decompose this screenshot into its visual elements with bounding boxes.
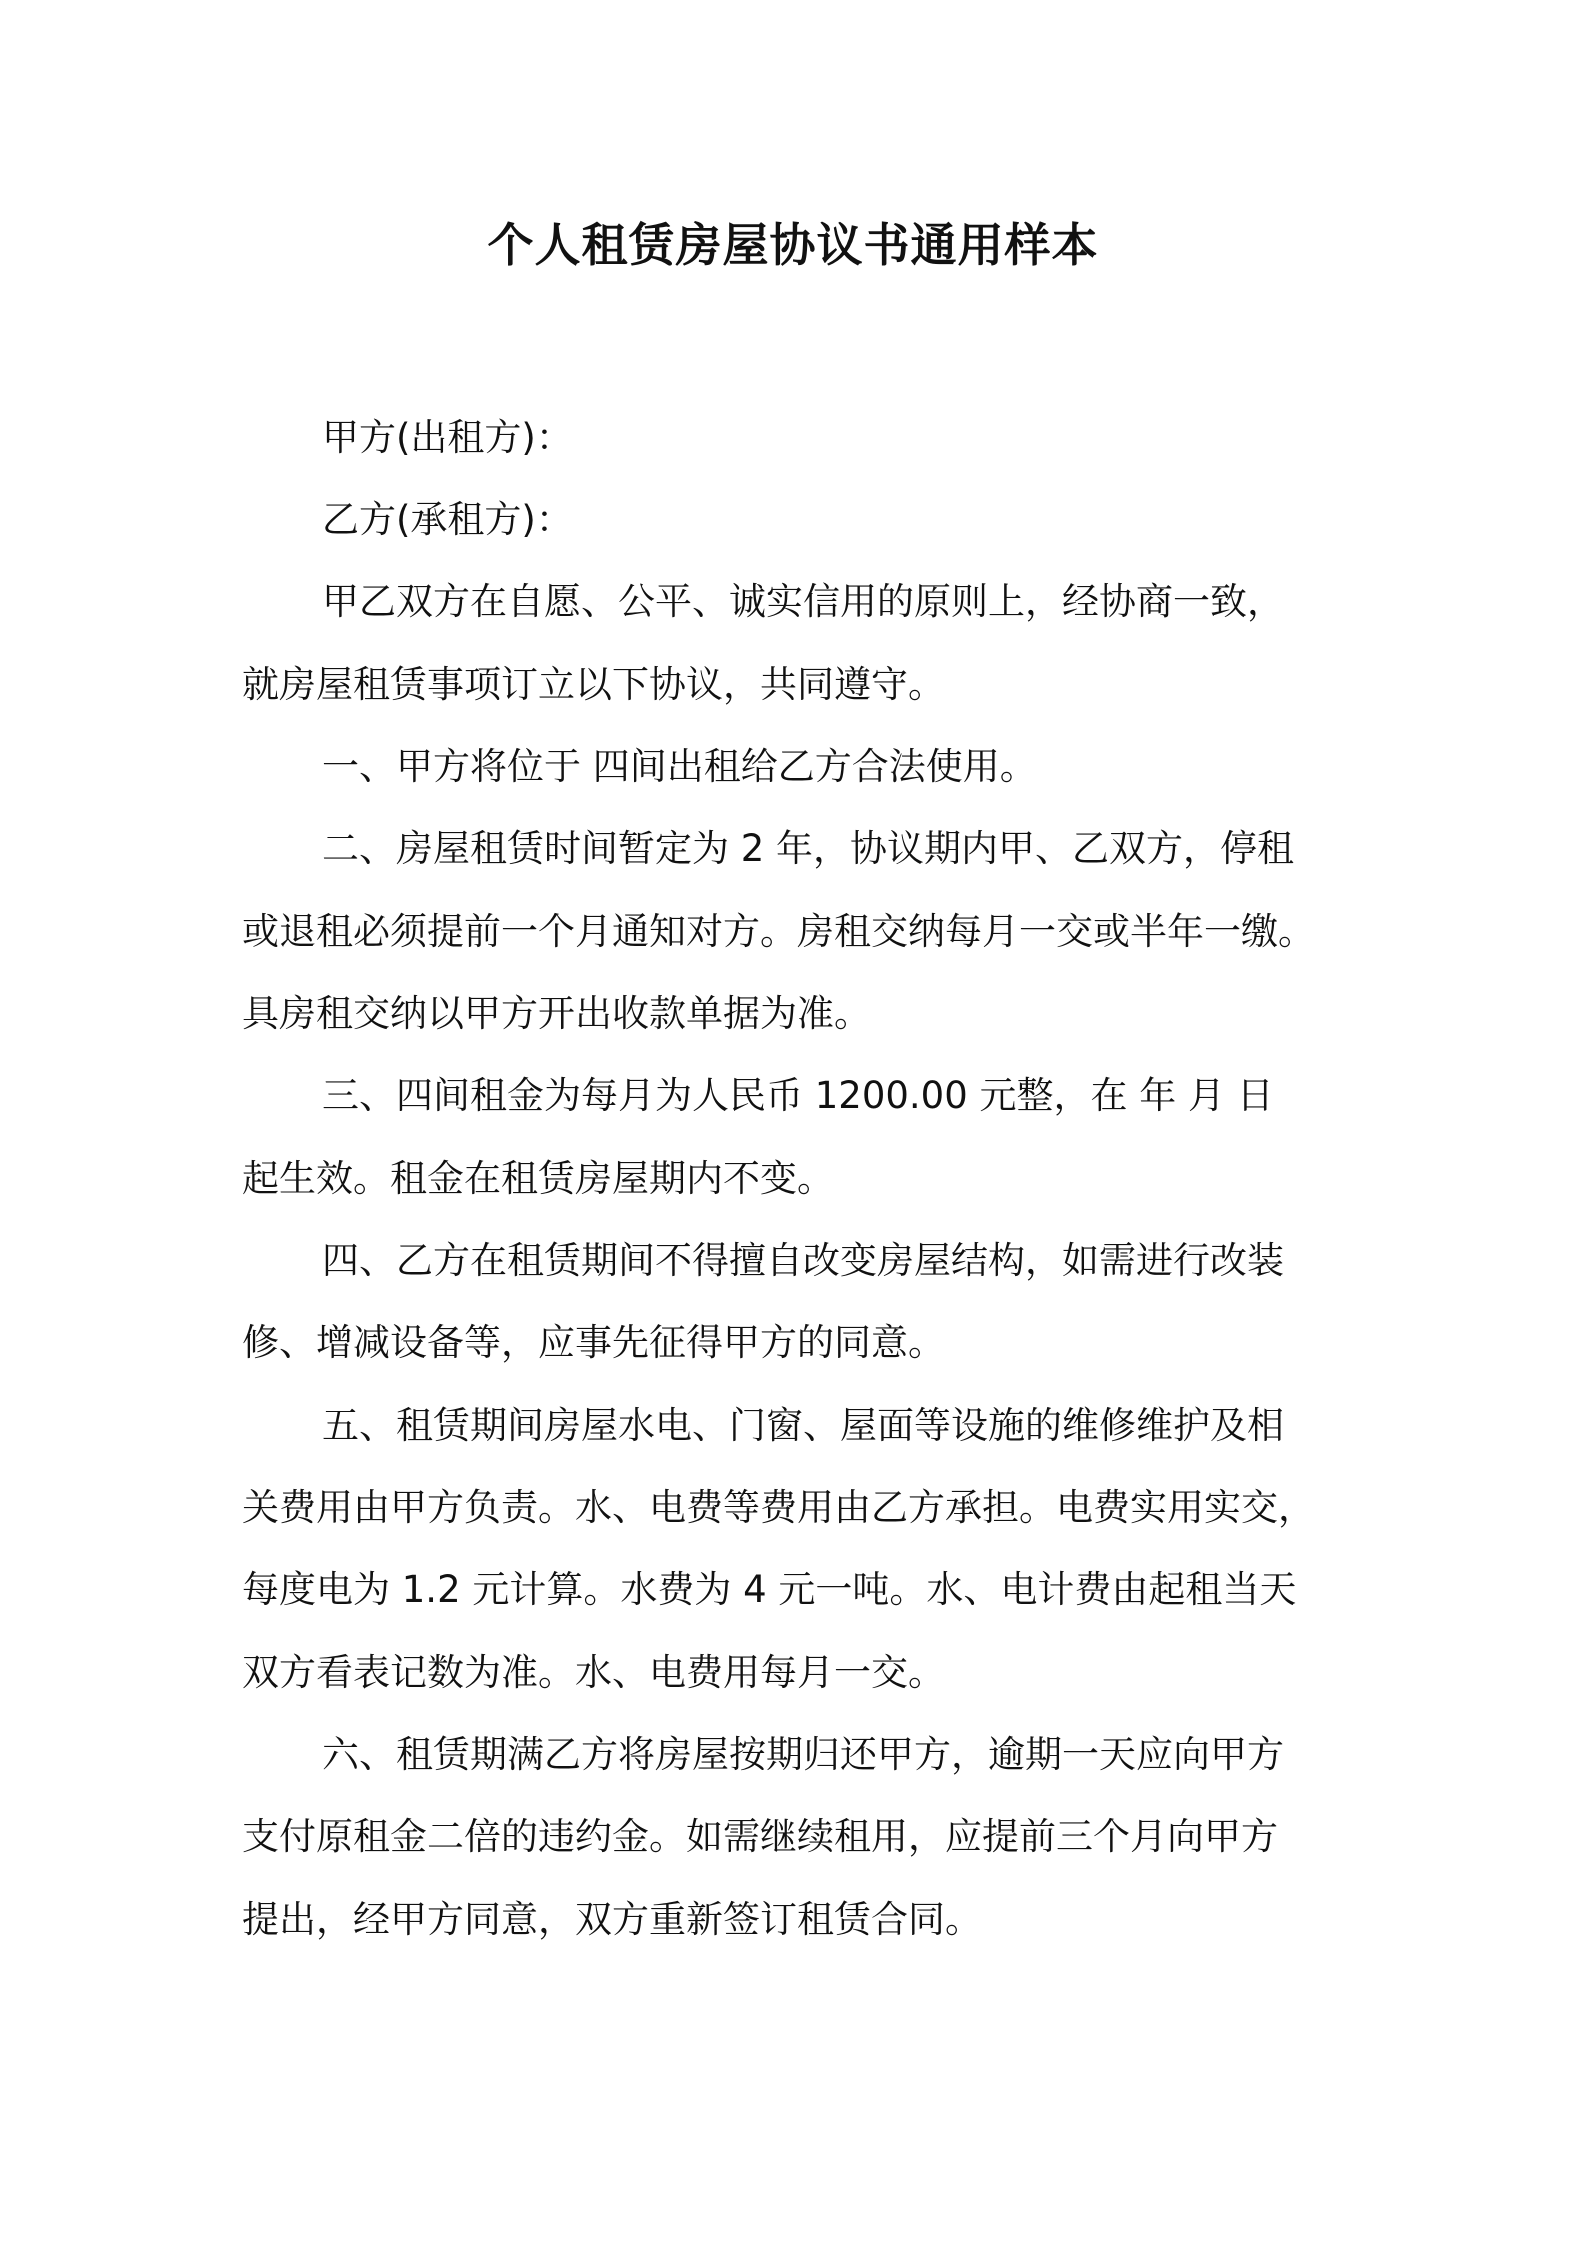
preamble-line-2: 就房屋租赁事项订立以下协议，共同遵守。 xyxy=(242,663,945,706)
clause-6-line-3: 提出，经甲方同意，双方重新签订租赁合同。 xyxy=(242,1898,982,1941)
party-b-line: 乙方(承租方)： xyxy=(322,498,573,541)
clause-3-line-1: 三、四间租金为每月为人民币 1200.00 元整，在 年 月 日 xyxy=(322,1074,1274,1117)
party-a-line: 甲方(出租方)： xyxy=(322,416,573,459)
clause-2-line-2: 或退租必须提前一个月通知对方。房租交纳每月一交或半年一缴。 xyxy=(242,910,1315,953)
preamble-line-1: 甲乙双方在自愿、公平、诚实信用的原则上，经协商一致， xyxy=(322,580,1284,623)
clause-1-line-1: 一、甲方将位于 四间出租给乙方合法使用。 xyxy=(322,745,1037,788)
document-title: 个人租赁房屋协议书通用样本 xyxy=(487,218,1099,272)
clause-6-line-1: 六、租赁期满乙方将房屋按期归还甲方，逾期一天应向甲方 xyxy=(322,1733,1284,1776)
clause-2-line-3: 具房租交纳以甲方开出收款单据为准。 xyxy=(242,992,871,1035)
clause-5-line-3: 每度电为 1.2 元计算。水费为 4 元一吨。水、电计费由起租当天 xyxy=(242,1568,1297,1611)
clause-5-line-2: 关费用由甲方负责。水、电费等费用由乙方承担。电费实用实交， xyxy=(242,1486,1315,1529)
clause-2-line-1: 二、房屋租赁时间暂定为 2 年，协议期内甲、乙双方，停租 xyxy=(322,827,1295,870)
clause-4-line-1: 四、乙方在租赁期间不得擅自改变房屋结构，如需进行改装 xyxy=(322,1239,1284,1282)
clause-5-line-1: 五、租赁期间房屋水电、门窗、屋面等设施的维修维护及相 xyxy=(322,1404,1284,1447)
clause-6-line-2: 支付原租金二倍的违约金。如需继续租用，应提前三个月向甲方 xyxy=(242,1815,1278,1858)
clause-5-line-4: 双方看表记数为准。水、电费用每月一交。 xyxy=(242,1651,945,1694)
clause-4-line-2: 修、增减设备等，应事先征得甲方的同意。 xyxy=(242,1321,945,1364)
clause-3-line-2: 起生效。租金在租赁房屋期内不变。 xyxy=(242,1157,834,1200)
